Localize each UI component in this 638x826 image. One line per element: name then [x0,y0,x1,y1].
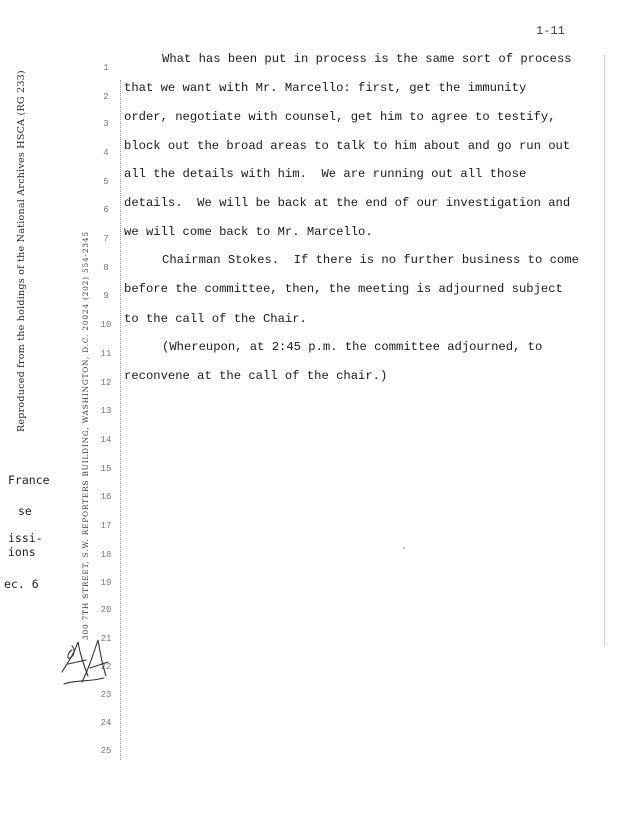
line-number: 9 [103,291,109,301]
line-number: 15 [100,464,112,474]
margin-fragment: ions [8,545,36,559]
line-number: 24 [100,718,112,728]
reporter-imprint: 300 7TH STREET, S.W. REPORTERS BUILDING, WASHINGTON, D.C. 20024 (202) 554-2345 [81,231,90,640]
line-number: 20 [100,605,112,615]
body-line: reconvene at the call of the chair.) [124,369,388,383]
margin-fragment: se [18,504,32,518]
line-number: 4 [103,148,109,158]
line-number: 14 [100,435,112,445]
line-number: 10 [100,320,112,330]
line-number: 13 [100,406,112,416]
body-line: all the details with him. We are running out all those [124,167,527,181]
body-line: to the call of the Chair. [124,312,307,326]
body-line: What has been put in process is the same sort of process [162,52,572,66]
margin-fragment: France [8,473,50,487]
margin-fragment: ec. 6 [4,577,39,591]
line-number: 12 [100,378,112,388]
line-number: 22 [100,662,112,672]
line-number: 21 [100,634,112,644]
line-number: 1 [103,63,109,73]
page-number: 1-11 [536,24,565,38]
body-line: block out the broad areas to talk to him about and go run out [124,139,571,153]
line-number: 7 [103,234,109,244]
signature-mark [58,632,112,688]
line-number: 17 [100,521,112,531]
line-number: 6 [103,205,109,215]
line-number: 23 [100,690,112,700]
line-number: 25 [100,746,112,756]
left-margin-rule [120,80,121,760]
body-line: order, negotiate with counsel, get him to agree to testify, [124,110,556,124]
right-margin-rule [604,55,605,645]
line-number: 19 [100,578,112,588]
body-line: before the committee, then, the meeting is adjourned subject [124,282,563,296]
body-line: Chairman Stokes. If there is no further business to come [162,253,579,267]
body-line: that we want with Mr. Marcello: first, get the immunity [124,81,527,95]
body-line: (Whereupon, at 2:45 p.m. the committee adjourned, to [162,340,543,354]
body-line: details. We will be back at the end of our investigation and [124,196,571,210]
archive-stamp: Reproduced from the holdings of the National Archives HSCA (RG 233) [16,70,27,432]
line-number: 18 [100,550,112,560]
line-number: 5 [103,177,109,187]
line-number: 3 [103,119,109,129]
line-number: 11 [100,349,112,359]
line-number: 2 [103,92,109,102]
line-number: 8 [103,263,109,273]
scan-speck [403,547,405,549]
line-number: 16 [100,492,112,502]
margin-fragment: issi- [8,531,43,545]
body-line: we will come back to Mr. Marcello. [124,225,373,239]
